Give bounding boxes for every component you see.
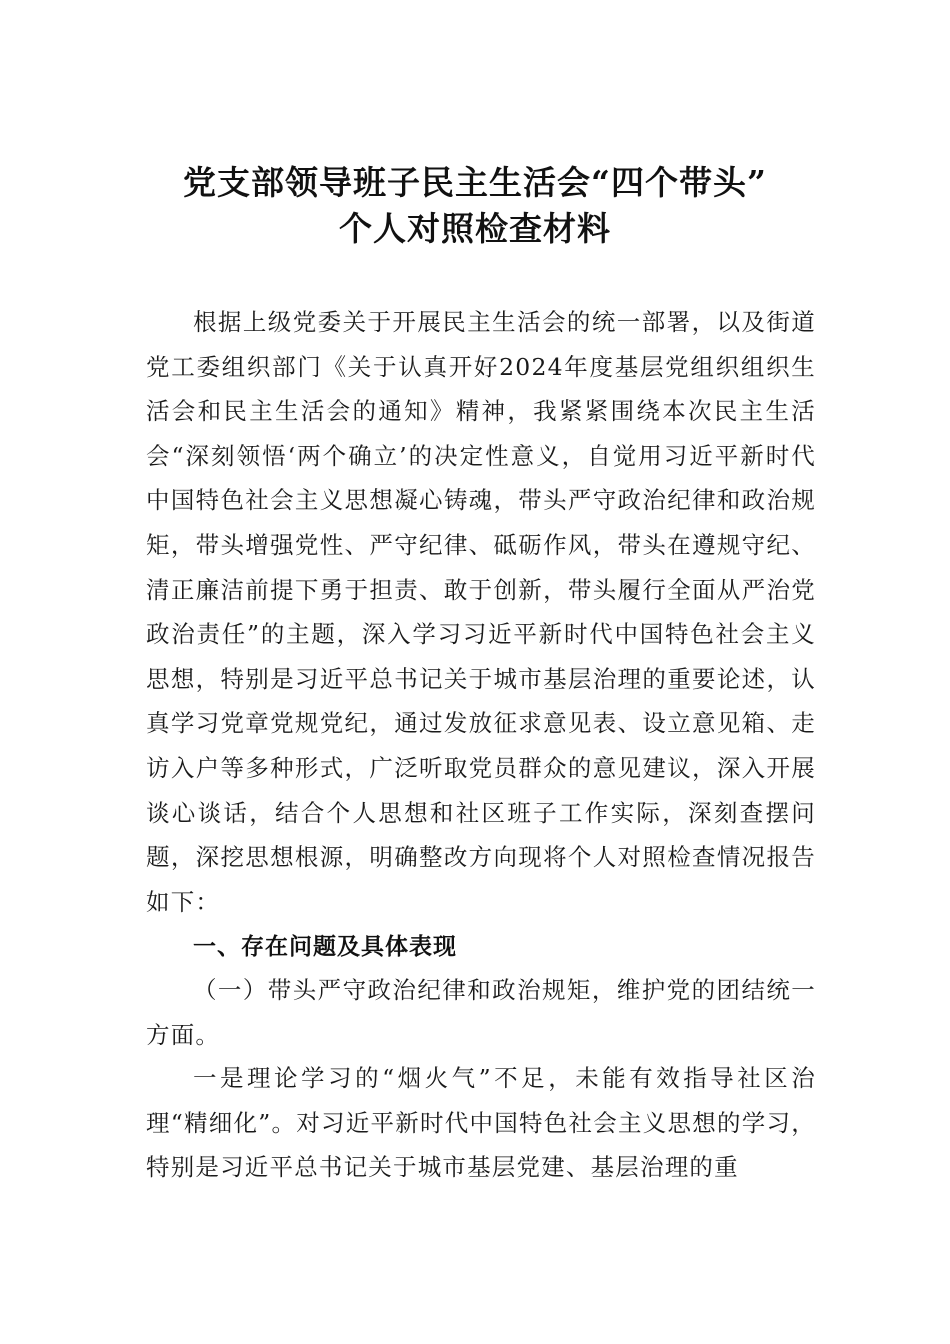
- document-title-line-2: 个人对照检查材料: [339, 209, 611, 248]
- point-one-paragraph: 一是理论学习的“烟火气”不足，未能有效指导社区治理“精细化”。对习近平新时代中国特色社会主义思想的学习，特别是习近平总书记关于城市基层党建、基层治理的重: [146, 1064, 816, 1182]
- intro-paragraph: 根据上级党委关于开展民主生活会的统一部署，以及街道党工委组织部门《关于认真开好2024年度基层党组织组织生活会和民主生活会的通知》精神，我紧紧围绕本次民主生活会“深刻领悟‘两个确立’的决定性意义，自觉用习近平新时代中国特色社会主义思想凝心铸魂，带头严守政治纪律和政治规矩，带头增强党性、严守纪律、砥砺作风，带头在遵规守纪、清正廉洁前提下勇于担责、敢于创新，带头履行全面从严治党政治责任”的主题，深入学习习近平新时代中国特色社会主义思想，特别是习近平总书记关于城市基层治理的重要论述，认真学习党章党规党纪，通过发放征求意见表、设立意见箱、走访入户等多种形式，广泛听取党员群众的意见建议，深入开展谈心谈话，结合个人思想和社区班子工作实际，深刻查摆问题，深挖思想根源，明确整改方向现将个人对照检查情况报告如下：: [146, 308, 816, 916]
- section-heading-problems: 一、存在问题及具体表现: [193, 934, 457, 960]
- subsection-heading-political-discipline: （一）带头严守政治纪律和政治规矩，维护党的团结统一方面。: [146, 976, 816, 1049]
- document-title-line-1: 党支部领导班子民主生活会“四个带头”: [183, 163, 767, 202]
